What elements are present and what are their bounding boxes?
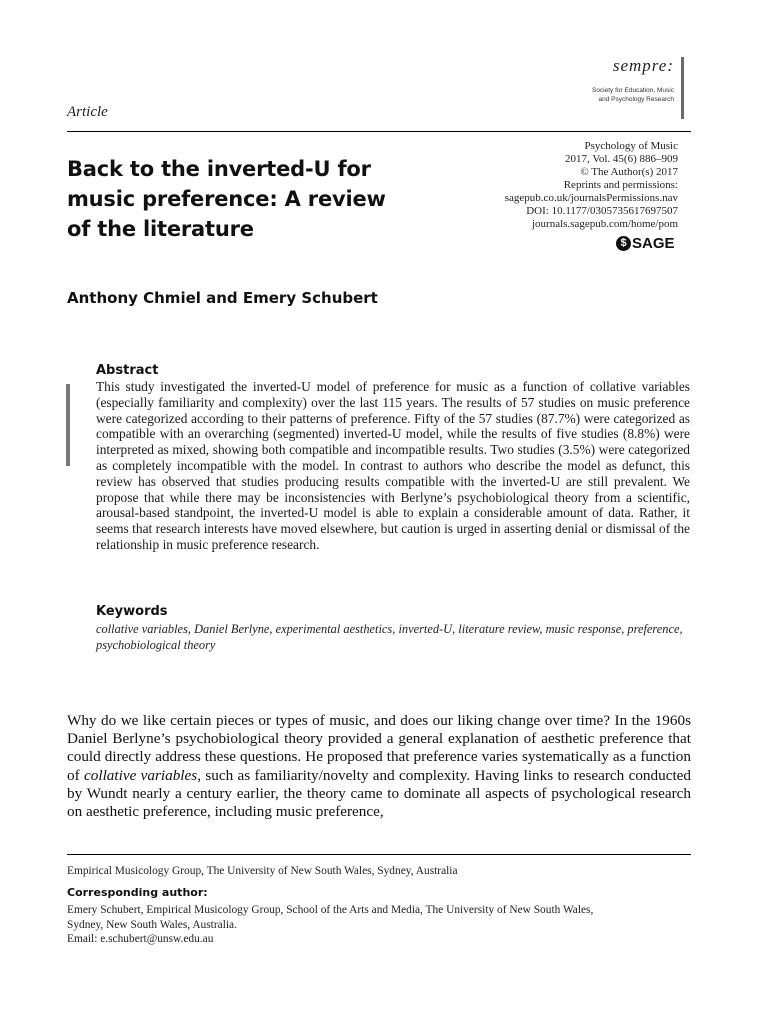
publisher-logo: sempre: (612, 56, 674, 75)
reprints-line: Reprints and permissions: (563, 179, 678, 191)
author-list: Anthony Chmiel and Emery Schubert (67, 289, 378, 307)
sage-logo-text: SAGE (632, 234, 675, 252)
doi-link[interactable]: DOI: 10.1177/0305735617697507 (526, 205, 678, 217)
abstract-margin-bar (66, 384, 70, 466)
header-rule (67, 131, 691, 132)
corresponding-author-email[interactable]: Email: e.schubert@unsw.edu.au (67, 933, 214, 946)
abstract-text: This study investigated the inverted-U model of preference for music as a function of collative variables (especially familiarity and complexity) over the last 115 years. The results of 57 studies on music preference were categorized according to their patterns of preference. Fifty of the 57 studies (87.7%) were categorized as compatible with an overarching (segmented) inverted-U model, while the results of five studies (8.8%) were interpreted as mixed, showing both compatible and incompatible results. Two studies (3.5%) were categorized as completely incompatible with the model. In contrast to authors who describe the model as defunct, this review has observed that studies producing results compatible with the inverted-U are still prevalent. We propose that while there may be inconsistencies with Berlyne’s psychobiological theory from a scientific, arousal-based standpoint, the inverted-U model is able to explain a considerable amount of data. Rather, it seems that research interests have moved elsewhere, but caution is urged in asserting denial or dismissal of the relationship in music preference research. (96, 379, 690, 552)
body-text-end: , such as familiarity/novelty and complexity. Having links to research conducted by Wundt nearly a century earlier, the theory came to dominate all aspects of psychological research on aesthetic preference, including music preference, (67, 766, 692, 821)
keywords-heading: Keywords (96, 604, 168, 619)
corresponding-author-details (67, 903, 697, 947)
journal-name: Psychology of Music (584, 140, 678, 152)
publisher-subtitle-line2: and Psychology Research (598, 96, 674, 103)
copyright-line: © The Author(s) 2017 (580, 166, 678, 178)
keywords-text: collative variables, Daniel Berlyne, experimental aesthetics, inverted-U, literature review, music response, preference, psychobiological theory (96, 622, 683, 652)
journal-volume: 2017, Vol. 45(6) 886–909 (565, 153, 678, 165)
publisher-divider-bar (681, 57, 684, 119)
article-type-label: Article (67, 104, 108, 120)
abstract-heading: Abstract (96, 363, 159, 378)
corresponding-author-heading: Corresponding author: (67, 886, 208, 899)
article-title: Back to the inverted-U for music preference: A review of the literature (67, 157, 386, 241)
journal-homepage-link[interactable]: journals.sagepub.com/home/pom (531, 218, 678, 230)
publisher-subtitle (574, 86, 674, 104)
corresponding-author-line1: Emery Schubert, Empirical Musicology Group, School of the Arts and Media, The University of New South Wales, (67, 904, 594, 916)
sage-dollar-icon: $ (616, 236, 631, 251)
footnote-rule (67, 854, 691, 855)
body-text-italic-term: collative variables (84, 766, 198, 784)
corresponding-author-line2: Sydney, New South Wales, Australia. (67, 918, 237, 931)
permissions-link[interactable]: sagepub.co.uk/journalsPermissions.nav (504, 192, 678, 204)
journal-info (444, 140, 678, 231)
publisher-subtitle-line1: Society for Education, Music (591, 87, 674, 94)
sage-logo (616, 233, 675, 253)
body-paragraph (67, 712, 691, 821)
body-text-start: Why do we like certain pieces or types of music, and does our liking change over time? In the 1960s Daniel Berlyne’s psychobiological theory provided a general explanation of aesthetic preference that could directly address these questions. He proposed that preference varies systematically as a function of (67, 712, 691, 784)
affiliation-note: Empirical Musicology Group, The University of New South Wales, Sydney, Australia (67, 865, 458, 877)
